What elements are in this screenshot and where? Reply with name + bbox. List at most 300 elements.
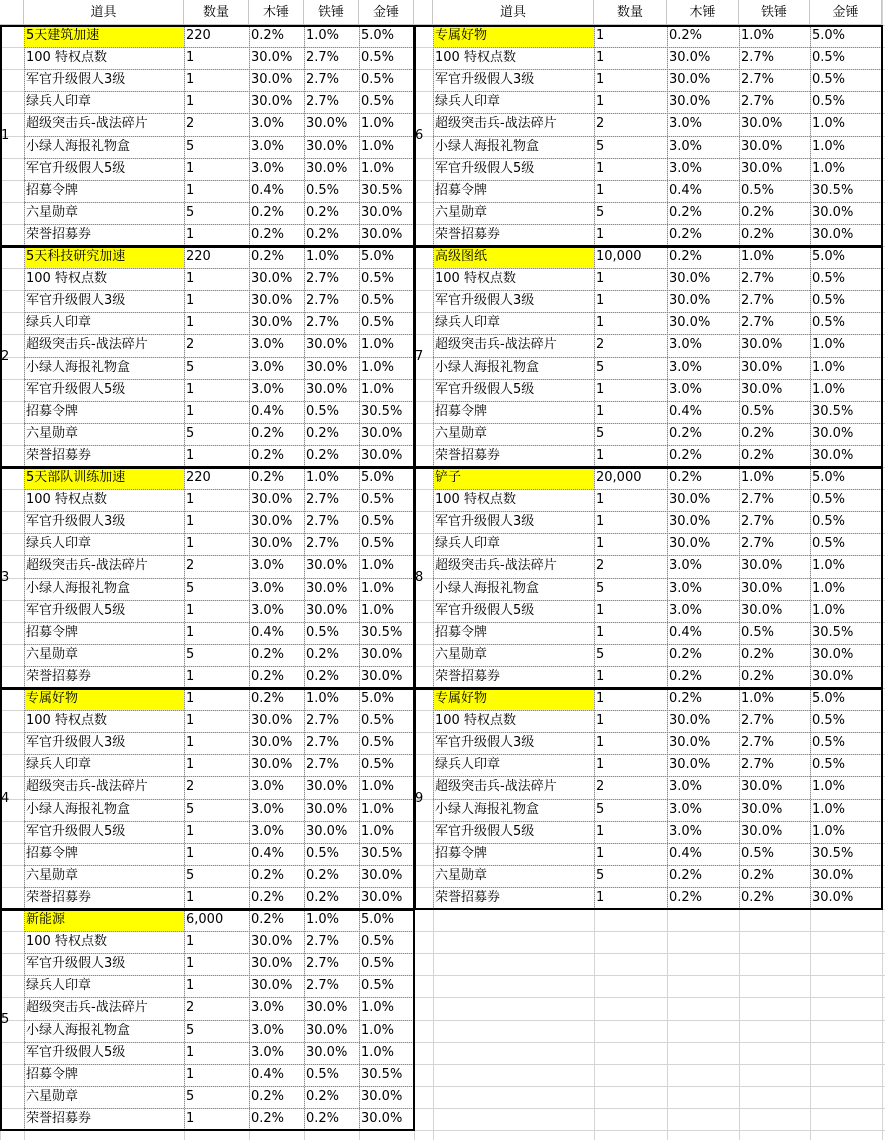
cell-wood[interactable]: 30.0%	[669, 293, 711, 308]
cell-gold[interactable]: 0.5%	[812, 72, 846, 87]
cell-name[interactable]: 军官升级假人3级	[26, 72, 126, 87]
cell-wood[interactable]: 3.0%	[669, 161, 703, 176]
cell-featured-wood[interactable]: 0.2%	[251, 28, 285, 43]
cell-iron[interactable]: 0.2%	[306, 647, 340, 662]
cell-qty[interactable]: 1	[596, 492, 605, 507]
cell-qty[interactable]: 5	[186, 1023, 195, 1038]
cell-qty[interactable]: 2	[186, 116, 195, 131]
cell-qty[interactable]: 1	[186, 72, 195, 87]
cell-featured-qty[interactable]: 1	[186, 691, 195, 706]
cell-qty[interactable]: 1	[186, 956, 195, 971]
cell-featured-wood[interactable]: 0.2%	[669, 28, 703, 43]
cell-qty[interactable]: 1	[596, 603, 605, 618]
cell-iron[interactable]: 30.0%	[741, 337, 783, 352]
cell-name[interactable]: 小绿人海报礼物盒	[26, 360, 131, 375]
cell-name[interactable]: 军官升级假人3级	[26, 735, 126, 750]
cell-gold[interactable]: 1.0%	[361, 161, 395, 176]
cell-name[interactable]: 军官升级假人5级	[26, 382, 126, 397]
cell-wood[interactable]: 0.4%	[251, 404, 285, 419]
cell-featured-wood[interactable]: 0.2%	[251, 249, 285, 264]
cell-iron[interactable]: 2.7%	[306, 536, 340, 551]
cell-iron[interactable]: 2.7%	[306, 94, 340, 109]
cell-gold[interactable]: 1.0%	[361, 581, 395, 596]
cell-featured-name[interactable]: 铲子	[433, 467, 594, 489]
cell-wood[interactable]: 30.0%	[669, 492, 711, 507]
cell-featured-iron[interactable]: 1.0%	[306, 249, 340, 264]
cell-gold[interactable]: 1.0%	[361, 603, 395, 618]
cell-qty[interactable]: 5	[596, 581, 605, 596]
cell-wood[interactable]: 3.0%	[251, 802, 285, 817]
column-header-wood[interactable]: 木锤	[667, 0, 739, 25]
cell-featured-qty[interactable]: 10,000	[596, 249, 642, 264]
cell-gold[interactable]: 1.0%	[361, 1045, 395, 1060]
cell-iron[interactable]: 0.5%	[306, 625, 340, 640]
cell-wood[interactable]: 30.0%	[251, 50, 293, 65]
cell-qty[interactable]: 2	[596, 558, 605, 573]
cell-qty[interactable]: 5	[186, 1089, 195, 1104]
cell-iron[interactable]: 2.7%	[306, 492, 340, 507]
cell-gold[interactable]: 30.5%	[812, 625, 854, 640]
cell-name[interactable]: 绿兵人印章	[435, 315, 501, 330]
cell-featured-name[interactable]: 高级图纸	[433, 246, 594, 268]
cell-gold[interactable]: 30.5%	[361, 1067, 403, 1082]
cell-gold[interactable]: 0.5%	[812, 757, 846, 772]
cell-qty[interactable]: 1	[186, 713, 195, 728]
cell-qty[interactable]: 1	[186, 603, 195, 618]
cell-gold[interactable]: 1.0%	[812, 337, 846, 352]
cell-featured-qty[interactable]: 1	[596, 28, 605, 43]
cell-gold[interactable]: 30.5%	[361, 625, 403, 640]
cell-qty[interactable]: 2	[186, 337, 195, 352]
cell-name[interactable]: 100 特权点数	[26, 713, 107, 728]
cell-iron[interactable]: 2.7%	[306, 514, 340, 529]
cell-name[interactable]: 军官升级假人5级	[435, 382, 535, 397]
cell-qty[interactable]: 1	[596, 448, 605, 463]
column-header-qty[interactable]: 数量	[594, 0, 667, 25]
cell-wood[interactable]: 0.4%	[669, 404, 703, 419]
cell-gold[interactable]: 30.0%	[361, 448, 403, 463]
cell-iron[interactable]: 30.0%	[306, 824, 348, 839]
cell-iron[interactable]: 2.7%	[741, 536, 775, 551]
cell-name[interactable]: 军官升级假人5级	[26, 1045, 126, 1060]
cell-gold[interactable]: 1.0%	[361, 382, 395, 397]
cell-gold[interactable]: 1.0%	[361, 360, 395, 375]
cell-wood[interactable]: 30.0%	[669, 735, 711, 750]
cell-iron[interactable]: 2.7%	[306, 934, 340, 949]
cell-qty[interactable]: 5	[186, 647, 195, 662]
cell-wood[interactable]: 3.0%	[251, 337, 285, 352]
cell-iron[interactable]: 0.2%	[741, 426, 775, 441]
cell-iron[interactable]: 2.7%	[741, 492, 775, 507]
cell-iron[interactable]: 2.7%	[306, 757, 340, 772]
cell-qty[interactable]: 1	[186, 757, 195, 772]
cell-featured-name[interactable]: 专属好物	[433, 688, 594, 710]
cell-gold[interactable]: 1.0%	[812, 779, 846, 794]
cell-featured-gold[interactable]: 5.0%	[361, 249, 395, 264]
cell-iron[interactable]: 2.7%	[306, 956, 340, 971]
cell-featured-name[interactable]: 新能源	[24, 909, 184, 931]
cell-qty[interactable]: 1	[186, 448, 195, 463]
cell-iron[interactable]: 30.0%	[306, 779, 348, 794]
cell-iron[interactable]: 2.7%	[741, 293, 775, 308]
cell-iron[interactable]: 0.2%	[741, 227, 775, 242]
cell-iron[interactable]: 2.7%	[741, 735, 775, 750]
cell-name[interactable]: 六星勋章	[26, 1089, 79, 1104]
cell-name[interactable]: 超级突击兵-战法碎片	[26, 1000, 148, 1015]
cell-featured-name[interactable]: 5天建筑加速	[24, 25, 184, 47]
cell-iron[interactable]: 0.2%	[741, 890, 775, 905]
cell-iron[interactable]: 0.5%	[741, 404, 775, 419]
cell-iron[interactable]: 2.7%	[741, 757, 775, 772]
cell-iron[interactable]: 0.2%	[306, 868, 340, 883]
cell-qty[interactable]: 2	[186, 1000, 195, 1015]
cell-name[interactable]: 绿兵人印章	[435, 536, 501, 551]
cell-wood[interactable]: 0.2%	[669, 647, 703, 662]
cell-iron[interactable]: 30.0%	[306, 382, 348, 397]
cell-iron[interactable]: 30.0%	[741, 824, 783, 839]
cell-iron[interactable]: 2.7%	[741, 50, 775, 65]
cell-iron[interactable]: 30.0%	[306, 581, 348, 596]
cell-iron[interactable]: 2.7%	[741, 315, 775, 330]
cell-name[interactable]: 小绿人海报礼物盒	[435, 581, 540, 596]
cell-name[interactable]: 军官升级假人5级	[26, 161, 126, 176]
cell-iron[interactable]: 0.2%	[306, 1111, 340, 1126]
cell-gold[interactable]: 1.0%	[812, 116, 846, 131]
cell-name[interactable]: 荣誉招募券	[435, 890, 501, 905]
cell-name[interactable]: 军官升级假人3级	[435, 72, 535, 87]
cell-wood[interactable]: 0.2%	[251, 205, 285, 220]
cell-wood[interactable]: 0.2%	[251, 647, 285, 662]
cell-wood[interactable]: 0.4%	[251, 846, 285, 861]
cell-name[interactable]: 荣誉招募券	[435, 669, 501, 684]
cell-name[interactable]: 超级突击兵-战法碎片	[26, 779, 148, 794]
cell-iron[interactable]: 30.0%	[741, 603, 783, 618]
cell-name[interactable]: 绿兵人印章	[26, 536, 92, 551]
cell-qty[interactable]: 5	[186, 139, 195, 154]
cell-qty[interactable]: 5	[596, 802, 605, 817]
cell-gold[interactable]: 30.0%	[812, 669, 854, 684]
cell-featured-gold[interactable]: 5.0%	[361, 470, 395, 485]
cell-name[interactable]: 100 特权点数	[26, 934, 107, 949]
cell-iron[interactable]: 30.0%	[741, 139, 783, 154]
cell-name[interactable]: 绿兵人印章	[26, 978, 92, 993]
cell-name[interactable]: 军官升级假人3级	[435, 514, 535, 529]
cell-name[interactable]: 超级突击兵-战法碎片	[26, 558, 148, 573]
cell-iron[interactable]: 0.2%	[306, 205, 340, 220]
cell-qty[interactable]: 1	[596, 183, 605, 198]
cell-wood[interactable]: 3.0%	[251, 581, 285, 596]
cell-gold[interactable]: 1.0%	[812, 382, 846, 397]
cell-gold[interactable]: 30.0%	[361, 890, 403, 905]
cell-iron[interactable]: 2.7%	[306, 271, 340, 286]
cell-featured-gold[interactable]: 5.0%	[812, 249, 846, 264]
cell-iron[interactable]: 2.7%	[306, 978, 340, 993]
cell-iron[interactable]: 2.7%	[741, 72, 775, 87]
cell-wood[interactable]: 3.0%	[251, 558, 285, 573]
cell-gold[interactable]: 0.5%	[361, 536, 395, 551]
cell-gold[interactable]: 30.0%	[812, 426, 854, 441]
cell-name[interactable]: 100 特权点数	[435, 271, 516, 286]
cell-featured-qty[interactable]: 6,000	[186, 912, 224, 927]
cell-qty[interactable]: 1	[186, 382, 195, 397]
cell-iron[interactable]: 0.2%	[741, 448, 775, 463]
cell-name[interactable]: 军官升级假人5级	[435, 603, 535, 618]
cell-wood[interactable]: 30.0%	[251, 514, 293, 529]
cell-wood[interactable]: 30.0%	[251, 934, 293, 949]
cell-wood[interactable]: 0.2%	[251, 448, 285, 463]
cell-gold[interactable]: 0.5%	[361, 757, 395, 772]
cell-qty[interactable]: 1	[186, 890, 195, 905]
cell-name[interactable]: 军官升级假人3级	[26, 514, 126, 529]
cell-gold[interactable]: 30.0%	[361, 669, 403, 684]
cell-gold[interactable]: 0.5%	[812, 492, 846, 507]
cell-wood[interactable]: 3.0%	[251, 779, 285, 794]
cell-iron[interactable]: 0.5%	[306, 183, 340, 198]
cell-gold[interactable]: 30.0%	[812, 868, 854, 883]
cell-featured-wood[interactable]: 0.2%	[251, 691, 285, 706]
cell-iron[interactable]: 30.0%	[741, 382, 783, 397]
cell-featured-gold[interactable]: 5.0%	[812, 691, 846, 706]
cell-name[interactable]: 超级突击兵-战法碎片	[26, 337, 148, 352]
cell-gold[interactable]: 30.5%	[812, 183, 854, 198]
cell-wood[interactable]: 0.2%	[669, 426, 703, 441]
cell-name[interactable]: 小绿人海报礼物盒	[26, 1023, 131, 1038]
cell-gold[interactable]: 30.0%	[361, 868, 403, 883]
cell-wood[interactable]: 30.0%	[251, 956, 293, 971]
cell-featured-name[interactable]: 5天科技研究加速	[24, 246, 184, 268]
cell-wood[interactable]: 30.0%	[251, 735, 293, 750]
cell-featured-wood[interactable]: 0.2%	[669, 691, 703, 706]
cell-wood[interactable]: 3.0%	[669, 116, 703, 131]
cell-gold[interactable]: 0.5%	[812, 536, 846, 551]
cell-iron[interactable]: 2.7%	[306, 72, 340, 87]
cell-iron[interactable]: 0.2%	[306, 1089, 340, 1104]
cell-gold[interactable]: 0.5%	[361, 72, 395, 87]
cell-name[interactable]: 六星勋章	[26, 205, 79, 220]
cell-gold[interactable]: 30.0%	[361, 1089, 403, 1104]
cell-gold[interactable]: 0.5%	[361, 50, 395, 65]
cell-name[interactable]: 100 特权点数	[435, 50, 516, 65]
cell-gold[interactable]: 0.5%	[812, 94, 846, 109]
cell-wood[interactable]: 0.4%	[669, 846, 703, 861]
cell-qty[interactable]: 1	[186, 227, 195, 242]
cell-gold[interactable]: 0.5%	[812, 271, 846, 286]
cell-name[interactable]: 招募令牌	[435, 183, 488, 198]
cell-featured-gold[interactable]: 5.0%	[361, 912, 395, 927]
cell-qty[interactable]: 5	[596, 360, 605, 375]
cell-wood[interactable]: 0.2%	[669, 669, 703, 684]
cell-qty[interactable]: 5	[596, 139, 605, 154]
cell-iron[interactable]: 2.7%	[306, 293, 340, 308]
cell-wood[interactable]: 3.0%	[669, 802, 703, 817]
cell-name[interactable]: 荣誉招募券	[435, 448, 501, 463]
cell-qty[interactable]: 1	[596, 846, 605, 861]
cell-gold[interactable]: 1.0%	[361, 116, 395, 131]
cell-featured-name[interactable]: 专属好物	[433, 25, 594, 47]
cell-iron[interactable]: 0.5%	[741, 625, 775, 640]
column-header-iron[interactable]: 铁锤	[739, 0, 810, 25]
cell-wood[interactable]: 0.2%	[669, 868, 703, 883]
cell-wood[interactable]: 30.0%	[251, 492, 293, 507]
cell-qty[interactable]: 1	[186, 492, 195, 507]
cell-featured-wood[interactable]: 0.2%	[669, 249, 703, 264]
cell-iron[interactable]: 2.7%	[741, 713, 775, 728]
cell-qty[interactable]: 5	[596, 868, 605, 883]
cell-iron[interactable]: 30.0%	[741, 558, 783, 573]
cell-wood[interactable]: 3.0%	[251, 1000, 285, 1015]
cell-featured-wood[interactable]: 0.2%	[251, 470, 285, 485]
cell-gold[interactable]: 0.5%	[361, 271, 395, 286]
cell-wood[interactable]: 30.0%	[251, 978, 293, 993]
cell-qty[interactable]: 1	[186, 735, 195, 750]
cell-wood[interactable]: 3.0%	[251, 139, 285, 154]
cell-gold[interactable]: 1.0%	[812, 581, 846, 596]
cell-iron[interactable]: 2.7%	[741, 94, 775, 109]
cell-featured-qty[interactable]: 220	[186, 249, 211, 264]
cell-iron[interactable]: 0.2%	[306, 448, 340, 463]
cell-gold[interactable]: 0.5%	[812, 315, 846, 330]
cell-gold[interactable]: 0.5%	[812, 50, 846, 65]
column-header-gold[interactable]: 金锤	[359, 0, 414, 25]
cell-iron[interactable]: 0.2%	[741, 868, 775, 883]
cell-wood[interactable]: 0.2%	[669, 227, 703, 242]
cell-name[interactable]: 100 特权点数	[26, 271, 107, 286]
cell-name[interactable]: 荣誉招募券	[26, 890, 92, 905]
cell-qty[interactable]: 1	[596, 50, 605, 65]
cell-wood[interactable]: 30.0%	[669, 271, 711, 286]
cell-wood[interactable]: 3.0%	[669, 603, 703, 618]
cell-iron[interactable]: 30.0%	[306, 360, 348, 375]
cell-gold[interactable]: 0.5%	[361, 492, 395, 507]
cell-iron[interactable]: 2.7%	[741, 271, 775, 286]
cell-wood[interactable]: 3.0%	[251, 824, 285, 839]
cell-iron[interactable]: 30.0%	[306, 337, 348, 352]
cell-featured-gold[interactable]: 5.0%	[361, 691, 395, 706]
cell-qty[interactable]: 2	[186, 558, 195, 573]
cell-gold[interactable]: 1.0%	[361, 558, 395, 573]
cell-featured-qty[interactable]: 1	[596, 691, 605, 706]
cell-gold[interactable]: 1.0%	[812, 139, 846, 154]
cell-qty[interactable]: 5	[596, 205, 605, 220]
cell-qty[interactable]: 1	[186, 161, 195, 176]
cell-name[interactable]: 100 特权点数	[435, 492, 516, 507]
cell-gold[interactable]: 0.5%	[361, 514, 395, 529]
cell-featured-qty[interactable]: 220	[186, 28, 211, 43]
cell-name[interactable]: 六星勋章	[435, 205, 488, 220]
cell-wood[interactable]: 30.0%	[251, 536, 293, 551]
cell-iron[interactable]: 30.0%	[306, 161, 348, 176]
cell-qty[interactable]: 1	[596, 293, 605, 308]
cell-featured-gold[interactable]: 5.0%	[361, 28, 395, 43]
column-header-item[interactable]: 道具	[433, 0, 594, 25]
cell-qty[interactable]: 2	[596, 337, 605, 352]
cell-name[interactable]: 军官升级假人5级	[26, 824, 126, 839]
cell-iron[interactable]: 2.7%	[741, 514, 775, 529]
cell-qty[interactable]: 1	[186, 315, 195, 330]
cell-name[interactable]: 小绿人海报礼物盒	[435, 802, 540, 817]
cell-qty[interactable]: 1	[596, 227, 605, 242]
cell-wood[interactable]: 3.0%	[669, 824, 703, 839]
cell-name[interactable]: 小绿人海报礼物盒	[26, 802, 131, 817]
cell-gold[interactable]: 30.0%	[361, 205, 403, 220]
cell-wood[interactable]: 30.0%	[251, 94, 293, 109]
cell-name[interactable]: 100 特权点数	[435, 713, 516, 728]
cell-iron[interactable]: 30.0%	[306, 1023, 348, 1038]
cell-iron[interactable]: 30.0%	[741, 779, 783, 794]
cell-gold[interactable]: 0.5%	[361, 94, 395, 109]
cell-qty[interactable]: 5	[186, 360, 195, 375]
cell-name[interactable]: 六星勋章	[435, 647, 488, 662]
cell-name[interactable]: 绿兵人印章	[26, 94, 92, 109]
cell-wood[interactable]: 3.0%	[251, 116, 285, 131]
cell-name[interactable]: 超级突击兵-战法碎片	[435, 558, 557, 573]
cell-gold[interactable]: 1.0%	[812, 802, 846, 817]
cell-wood[interactable]: 3.0%	[251, 382, 285, 397]
cell-name[interactable]: 绿兵人印章	[435, 94, 501, 109]
cell-wood[interactable]: 3.0%	[251, 603, 285, 618]
cell-featured-iron[interactable]: 1.0%	[741, 691, 775, 706]
cell-name[interactable]: 绿兵人印章	[26, 315, 92, 330]
cell-name[interactable]: 招募令牌	[26, 846, 79, 861]
cell-iron[interactable]: 30.0%	[306, 603, 348, 618]
cell-gold[interactable]: 30.5%	[812, 846, 854, 861]
cell-qty[interactable]: 1	[596, 161, 605, 176]
cell-iron[interactable]: 30.0%	[306, 1000, 348, 1015]
cell-iron[interactable]: 2.7%	[306, 50, 340, 65]
cell-wood[interactable]: 3.0%	[669, 337, 703, 352]
cell-name[interactable]: 六星勋章	[26, 647, 79, 662]
cell-qty[interactable]: 1	[596, 315, 605, 330]
cell-qty[interactable]: 1	[186, 669, 195, 684]
cell-name[interactable]: 招募令牌	[435, 404, 488, 419]
cell-wood[interactable]: 0.2%	[251, 868, 285, 883]
cell-qty[interactable]: 1	[186, 1111, 195, 1126]
cell-featured-qty[interactable]: 20,000	[596, 470, 642, 485]
cell-qty[interactable]: 2	[186, 779, 195, 794]
cell-gold[interactable]: 1.0%	[812, 603, 846, 618]
cell-qty[interactable]: 1	[596, 514, 605, 529]
cell-qty[interactable]: 5	[186, 868, 195, 883]
cell-qty[interactable]: 1	[186, 1045, 195, 1060]
cell-iron[interactable]: 30.0%	[306, 802, 348, 817]
cell-qty[interactable]: 1	[186, 625, 195, 640]
cell-qty[interactable]: 5	[186, 581, 195, 596]
cell-qty[interactable]: 5	[186, 205, 195, 220]
cell-gold[interactable]: 1.0%	[812, 161, 846, 176]
cell-wood[interactable]: 0.4%	[251, 625, 285, 640]
cell-wood[interactable]: 0.4%	[251, 1067, 285, 1082]
cell-gold[interactable]: 30.0%	[812, 205, 854, 220]
cell-name[interactable]: 荣誉招募券	[435, 227, 501, 242]
cell-name[interactable]: 绿兵人印章	[435, 757, 501, 772]
cell-wood[interactable]: 3.0%	[251, 1045, 285, 1060]
cell-name[interactable]: 军官升级假人3级	[26, 293, 126, 308]
cell-gold[interactable]: 30.0%	[361, 647, 403, 662]
cell-name[interactable]: 军官升级假人5级	[435, 161, 535, 176]
cell-gold[interactable]: 30.5%	[361, 404, 403, 419]
cell-qty[interactable]: 1	[186, 183, 195, 198]
cell-featured-wood[interactable]: 0.2%	[669, 470, 703, 485]
cell-name[interactable]: 100 特权点数	[26, 492, 107, 507]
cell-name[interactable]: 六星勋章	[26, 426, 79, 441]
cell-qty[interactable]: 5	[186, 802, 195, 817]
cell-wood[interactable]: 30.0%	[669, 72, 711, 87]
cell-gold[interactable]: 1.0%	[812, 360, 846, 375]
cell-qty[interactable]: 2	[596, 116, 605, 131]
cell-name[interactable]: 招募令牌	[26, 404, 79, 419]
cell-iron[interactable]: 0.2%	[741, 647, 775, 662]
cell-iron[interactable]: 0.2%	[306, 227, 340, 242]
